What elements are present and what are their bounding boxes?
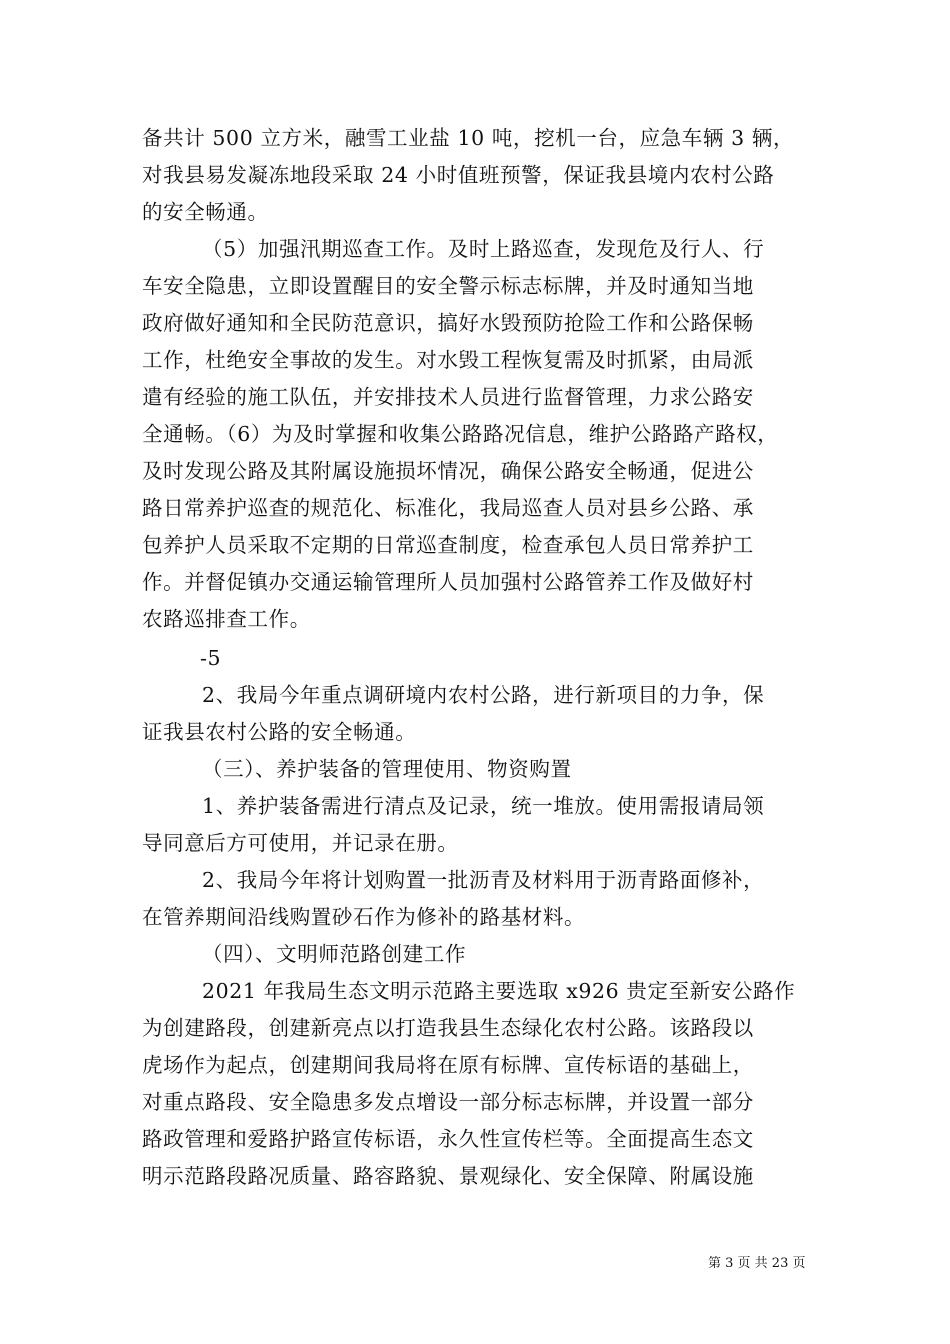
body-line: 备共计 500 立方米，融雪工业盐 10 吨，挖机一台，应急车辆 3 辆， bbox=[142, 126, 795, 150]
body-line: 2021 年我局生态文明示范路主要选取 x926 贵定至新安公路作 bbox=[202, 979, 796, 1003]
body-line: 在管养期间沿线购置砂石作为修补的路基材料。 bbox=[142, 905, 586, 929]
body-line: 路日常养护巡查的规范化、标准化，我局巡查人员对县乡公路、承 bbox=[142, 496, 754, 520]
body-line: 对我县易发凝冻地段采取 24 小时值班预警，保证我县境内农村公路 bbox=[142, 163, 775, 187]
section-heading: （三）、养护装备的管理使用、物资购置 bbox=[202, 757, 572, 781]
body-line: 2、我局今年将计划购置一批沥青及材料用于沥青路面修补， bbox=[202, 868, 765, 892]
body-line: 政府做好通知和全民防范意识，搞好水毁预防抢险工作和公路保畅 bbox=[142, 311, 754, 335]
body-line: 遣有经验的施工队伍，并安排技术人员进行监督管理，力求公路安 bbox=[142, 385, 754, 409]
body-line: 虎场作为起点，创建期间我局将在原有标牌、宣传标语的基础上， bbox=[142, 1053, 754, 1077]
body-line: （5）加强汛期巡查工作。及时上路巡查，发现危及行人、行 bbox=[202, 237, 765, 261]
body-line: 农路巡排查工作。 bbox=[142, 607, 311, 631]
body-line: 及时发现公路及其附属设施损坏情况，确保公路安全畅通，促进公 bbox=[142, 459, 754, 483]
body-line: 的安全畅通。 bbox=[142, 200, 269, 224]
body-line: 作。并督促镇办交通运输管理所人员加强村公路管养工作及做好村 bbox=[142, 570, 754, 594]
page-number-footer: 第 3 页 共 23 页 bbox=[708, 1256, 806, 1271]
body-line: 2、我局今年重点调研境内农村公路，进行新项目的力争，保 bbox=[202, 683, 765, 707]
body-line: 车安全隐患，立即设置醒目的安全警示标志标牌，并及时通知当地 bbox=[142, 274, 754, 298]
body-line: 导同意后方可使用，并记录在册。 bbox=[142, 831, 459, 855]
body-line: 明示范路段路况质量、路容路貌、景观绿化、安全保障、附属设施 bbox=[142, 1164, 754, 1188]
body-line: 1、养护装备需进行清点及记录，统一堆放。使用需报请局领 bbox=[202, 794, 765, 818]
page-marker: -5 bbox=[200, 646, 222, 670]
body-line: 为创建路段，创建新亮点以打造我县生态绿化农村公路。该路段以 bbox=[142, 1016, 754, 1040]
body-line: 对重点路段、安全隐患多发点增设一部分标志标牌，并设置一部分 bbox=[142, 1090, 754, 1114]
body-line: 路政管理和爱路护路宣传标语，永久性宣传栏等。全面提高生态文 bbox=[142, 1127, 754, 1151]
body-line: 证我县农村公路的安全畅通。 bbox=[142, 720, 417, 744]
body-line: 全通畅。（6）为及时掌握和收集公路路况信息，维护公路路产路权， bbox=[142, 422, 779, 446]
section-heading: （四）、文明师范路创建工作 bbox=[202, 942, 467, 966]
body-line: 工作，杜绝安全事故的发生。对水毁工程恢复需及时抓紧，由局派 bbox=[142, 348, 754, 372]
body-line: 包养护人员采取不定期的日常巡查制度，检查承包人员日常养护工 bbox=[142, 533, 754, 557]
